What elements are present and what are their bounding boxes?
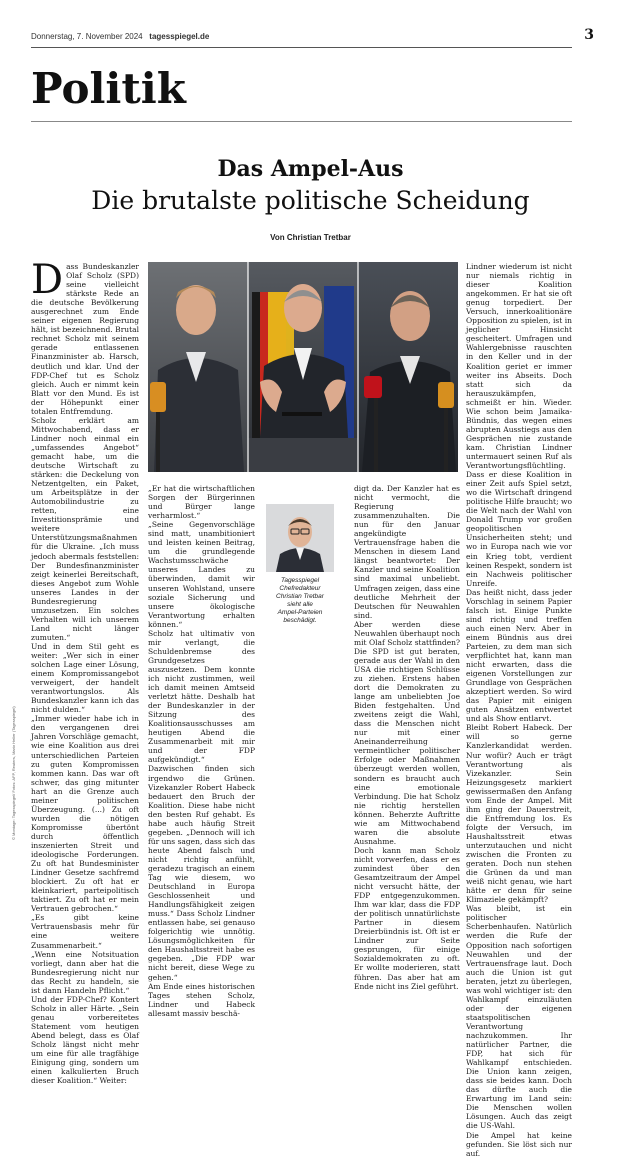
article-paragraph: „Es gibt keine Vertrauensbasis mehr für eine weitere Zusammenarbeit.“ [31, 913, 139, 950]
article-paragraph: Das heißt nicht, dass jeder Vorschlag in seinem Papier falsch ist. Einige Punkte sind richtig und treffen auch einen Nerv. Aber in einem Bündnis aus drei Parteien, zu dem man sich verpflichtet hat, kann man nicht erwarten, dass die eigenen Vorstellungen zur Grundlage von Gesprächen akzeptiert werden. So wird das Papier mit einigen guten Ansätzen entwertet und als Show entlarvt. [466, 587, 572, 724]
article-paragraph: „Wenn eine Notsituation vorliegt, dann aber hat die Bundesregierung nicht nur das Recht zu handeln, sie ist dann Handeln Pflicht.“ [31, 949, 139, 995]
article-paragraph: Bleibt Robert Habeck. Der will so gerne Kanzlerkandidat werden. Nur wofür? Auch er trägt Verantwortung als Vizekanzler. Sein Heizungsgesetz markiert gewissermaßen den Anfang vom Ende der Ampel. Mit ihm ging der Dauerstreit, die Entfremdung los. Es folgte der Versuch, im Haushaltsstreit etwas unterzutauchen und nicht zwischen die Fronten zu geraten. Doch nun stehen die Grünen da und man weiß nicht genau, wie hart hätte er denn für seine Klimaziele gekämpft? [466, 723, 572, 905]
article-paragraph: Scholz erklärt am Mittwochabend, dass er Lindner noch einmal ein „umfassendes Angebot“ gemacht habe, um die deutsche Wirtschaft zu stärken: die Deckelung von Netzentgelten, ein Paket, um Arbeitsplätze in der Automobilindustrie zu retten, eine Investitionsprämie und weitere Unterstützungsmaßnahmen für die Ukraine. „Ich muss jedoch abermals feststellen: Der Bundesfinanzminister zeigt keinerlei Bereitschaft, dieses Angebot zum Wohle unseres Landes in der Bundesregierung umzusetzen. Ein solches Verhalten will ich unserem Land nicht länger zumuten.“ [31, 415, 139, 642]
article-paragraph: „Immer wieder habe ich in den vergangenen drei Jahren Vorschläge gemacht, wie eine Koalition aus drei unterschiedlichen Parteien zu guten Kompromissen kommen kann. Das war oft schwer, das ging mitunter hart an die Grenze auch meiner politischen Überzeugung. (...) Zu oft wurden die nötigen Kompromisse übertönt durch öffentlich inszenierten Streit und ideologische Forderungen. Zu oft hat Bundesminister Lindner Gesetze sachfremd blockiert. Zu oft hat er kleinkariert, parteipolitisch taktiert. Zu oft hat er mein Vertrauen gebrochen.“ [31, 714, 139, 914]
article-paragraph: Scholz hat ultimativ von mir verlangt, die Schuldenbremse des Grundgesetzes auszusetzen. Dem konnte ich nicht zustimmen, weil ich damit meinen Amtseid verletzt hätte. Deshalb hat der Bundeskanzler in der Sitzung des Koalitionsausschusses am heutigen Abend die Zusammenarbeit mit mir und der FDP aufgekündigt.“ [148, 628, 255, 765]
drop-cap: D [31, 257, 64, 303]
article-kicker: Das Ampel-Aus [217, 156, 404, 182]
photo-credit: © Montage: Tagesspiegel/ Fotos: AFP, Reuters, Mario Heller (Tagesspiegel) [11, 706, 16, 840]
article-paragraph: Und in dem Stil geht es weiter: „Wer sich in einer solchen Lage einer Lösung, einem Kompromissangebot verweigert, der handelt verantwortungslos. Als Bundeskanzler kann ich das nicht dulden.“ [31, 641, 139, 715]
article-paragraph: Die Ampel hat keine gefunden. Sie löst sich nur auf. [466, 1130, 572, 1158]
issue-date: Donnerstag, 7. November 2024 tagesspiegel.de [31, 32, 210, 41]
author-portrait-image [266, 504, 334, 572]
article-paragraph: Doch kann man Scholz nicht vorwerfen, dass er es zumindest über den Gesamtzeitraum der Ampel nicht versucht hätte, der FDP entgegenzukommen. Ihm war klar, dass die FDP der politisch unnatürlichste Partner in diesem Dreierbündnis ist. Oft ist er Lindner zur Seite gesprungen, für einige Sozialdemokraten zu oft. Er wollte moderieren, statt führen. Das aber hat am Ende nicht ins Ziel geführt. [354, 845, 460, 991]
header-rule [31, 47, 572, 48]
article-paragraph: „Er hat die wirtschaftlichen Sorgen der Bürgerinnen und Bürger lange verharmlost.“ [148, 484, 255, 521]
section-title: Politik [31, 64, 186, 113]
article-paragraph: Dass Bundeskanzler Olaf Scholz (SPD) seine vielleicht stärkste Rede an die deutsche Bevölkerung ausgerechnet zum Ende seiner eigenen Regierung hält, ist bezeichnend. Brutal rechnet Scholz mit seinem gerade entlassenen Finanzminister ab. Harsch, deutlich und klar. Und der FDP-Chef tut es Scholz gleich. Auch er nimmt kein Blatt vor den Mund. Es ist der Höhepunkt einer totalen Entfremdung. [31, 257, 139, 416]
page-header [31, 27, 594, 44]
publication-name: tagesspiegel.de [149, 32, 210, 41]
article-paragraph: Lindner wiederum ist nicht nur niemals richtig in dieser Koalition angekommen. Er hat sie oft genug torpediert. Der Versuch, innerkoalitionäre Opposition zu spielen, ist in jeglicher Hinsicht gescheitert. Umfragen und Wahlergebnisse rauschten in den Keller und in der Koalition geriet er immer weiter ins Abseits. Doch statt sich da herauszukämpfen, schmeißt er hin. Wieder. Wie schon beim Jamaika-Bündnis, das wegen eines abrupten Ausstiegs aus den Gesprächen nie zustande kam. Christian Lindner untermauert seinen Ruf als Verantwortungsflüchtling. Dass er diese Koalition in einer Zeit aufs Spiel setzt, wo die Wirtschaft dringend politische Hilfe braucht; wo die Welt nach der Wahl von Donald Trump vor großen geopolitischen Unsicherheiten steht; und wo in Europa nach wie vor ein Krieg tobt, verdient keinen Respekt, sondern ist ein Nachweis politischer Unreife. [466, 262, 572, 588]
article-paragraph: Was bleibt, ist ein politischer Scherbenhaufen. Natürlich werden die Rufe der Opposition nach sofortigen Neuwahlen und der Vertrauensfrage laut. Doch auch die Union ist gut beraten, jetzt zu überlegen, was wohl wichtiger ist: den Wahlkampf einzuläuten oder der eigenen staatspolitischen Verantwortung nachzukommen. Ihr natürlicher Partner, die FDP, hat sich für Wahlkampf entschieden. Die Union kann zeigen, dass sie beides kann. Doch das dürfte auch die Erwartung im Land sein: Die Menschen wollen Lösungen. Auch das zeigt die US-Wahl. [466, 904, 572, 1131]
photo-montage-image [148, 262, 458, 472]
article-paragraph: Und der FDP-Chef? Kontert Scholz in aller Härte. „Sein genau vorbereitetes Statement vom heutigen Abend belegt, dass es Olaf Scholz längst nicht mehr um eine für alle tragfähige Einigung ging, sondern um einen kalkulierten Bruch dieser Koalition.“ Weiter: [31, 994, 139, 1086]
section-rule [31, 121, 572, 122]
article-paragraph: Am Ende eines historischen Tages stehen Scholz, Lindner und Habeck allesamt massiv beschä- [148, 981, 255, 1018]
article-column-2 [148, 484, 255, 1018]
article-column-1 [31, 257, 139, 1086]
author-portrait [266, 504, 334, 572]
article-paragraph: Aber werden diese Neuwahlen überhaupt noch mit Olaf Scholz stattfinden? Die SPD ist gut beraten, gerade aus der Wahl in den USA die richtigen Schlüsse zu ziehen. Erstens haben dort die Demokraten zu lange am unbeliebten Joe Biden festgehalten. Und zweitens zeigt die Wahl, dass die Menschen nicht nur mit einer Aneinanderreihung vermeintlicher politischer Erfolge oder Maßnahmen überzeugt werden wollen, sondern es braucht auch eine emotionale Verbindung. Die hat Scholz nie richtig herstellen können. Beherzte Auftritte wie am Mittwochabend waren die absolute Ausnahme. [354, 619, 460, 846]
author-caption: Tagesspiegel Chefredakteur Christian Tretbar sieht alle Ampel-Parteien beschädigt. [276, 577, 324, 624]
article-column-4 [466, 262, 572, 1158]
page-number: 3 [584, 27, 594, 43]
article-byline: Von Christian Tretbar [270, 233, 351, 242]
article-column-3 [354, 484, 460, 991]
article-paragraph: „Seine Gegenvorschläge sind matt, unambitioniert und leisten keinen Beitrag, um die grundlegende Wachstumsschwäche unseres Landes zu überwinden, damit wir unseren Wohlstand, unsere soziale Sicherung und unsere ökologische Verantwortung erhalten können.“ [148, 520, 255, 629]
article-headline: Die brutalste politische Scheidung [91, 186, 530, 215]
politicians-photo-montage [148, 262, 458, 472]
article-paragraph: digt da. Der Kanzler hat es nicht vermocht, die Regierung zusammenzuhalten. Die nun für den Januar angekündigte Vertrauensfrage haben die Menschen in diesem Land längst beantwortet: Der Kanzler und seine Koalition sind maximal unbeliebt. Umfragen zeigen, dass eine deutliche Mehrheit der Deutschen für Neuwahlen sind. [354, 484, 460, 620]
article-paragraph: Dazwischen finden sich irgendwo die Grünen. Vizekanzler Robert Habeck bedauert den Bruch der Koalition. Diese habe nicht den besten Ruf gehabt. Es habe auch häufig Streit gegeben. „Dennoch will ich für uns sagen, dass sich das heute Abend falsch und nicht richtig anfühlt, geradezu tragisch an einem Tag wie diesem, wo Deutschland in Europa Geschlossenheit und Handlungsfähigkeit zeigen muss.“ Dass Scholz Lindner entlassen habe, sei genauso folgerichtig wie unnötig. Lösungsmöglichkeiten für den Haushaltsstreit habe es gegeben. „Die FDP war nicht bereit, diese Wege zu gehen.“ [148, 764, 255, 982]
